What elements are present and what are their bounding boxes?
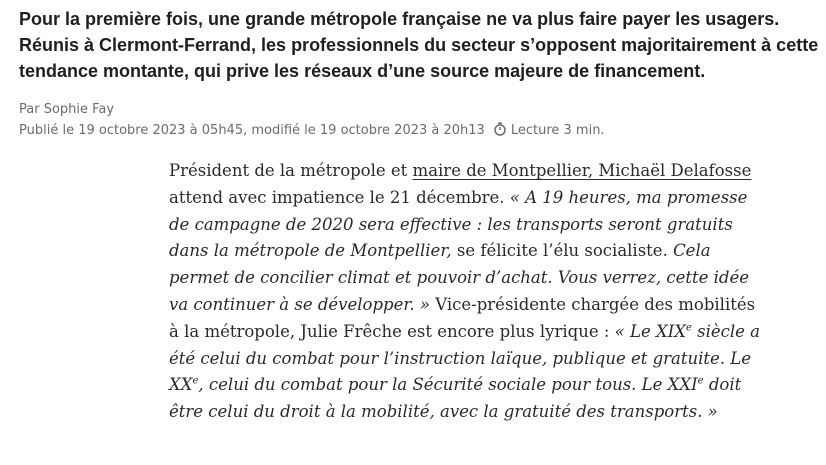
paragraph-text: Président de la métropole et: [169, 161, 413, 180]
stopwatch-icon: [493, 122, 507, 136]
quote-fragment: , celui du combat pour la Sécurité sociale pour tous. Le XXI: [198, 375, 698, 395]
article-paragraph: [169, 158, 769, 426]
article-author: Par Sophie Fay: [19, 102, 115, 117]
superscript: e: [697, 375, 704, 387]
quote-fragment: doit être celui du droit à la mobilité, avec la gratuité des transports. »: [169, 375, 742, 422]
paragraph-text: se félicite l’élu socialiste.: [451, 241, 674, 261]
quote-fragment: siècle a été celui du combat pour l’instruction laïque, publique et gratuite. Le XX: [169, 321, 761, 395]
reading-time: Lecture 3 min.: [510, 123, 605, 138]
quote-text: « A 19 heures, ma promesse de campagne de 2020 sera effective : les transports seront gratuits dans la métropole de Montpellier,: [169, 187, 748, 261]
quote-fragment: « Le XIX: [614, 321, 686, 341]
superscript: e: [192, 375, 199, 387]
publication-date: Publié le 19 octobre 2023 à 05h45, modifié le 19 octobre 2023 à 20h13: [19, 123, 485, 138]
paragraph-text: Vice-présidente chargée des mobilités à la métropole, Julie Frêche est encore plus lyrique :: [169, 294, 756, 341]
superscript: e: [685, 322, 692, 334]
paragraph-text: attend avec impatience le 21 décembre.: [169, 187, 510, 207]
montpellier-mayor-link[interactable]: maire de Montpellier, Michaël Delafosse: [412, 161, 752, 180]
article-standfirst: Pour la première fois, une grande métropole française ne va plus faire payer les usagers. Réunis à Clermont-Ferrand, les professionnels du secteur s’opposent majoritairement à cette tendance montante, qui prive les réseaux d’une source majeure de financement.: [19, 9, 819, 81]
article-meta: [19, 122, 605, 140]
quote-text: Cela permet de concilier climat et pouvoir d’achat. Vous verrez, cette idée va continuer à se développer. »: [169, 241, 750, 314]
